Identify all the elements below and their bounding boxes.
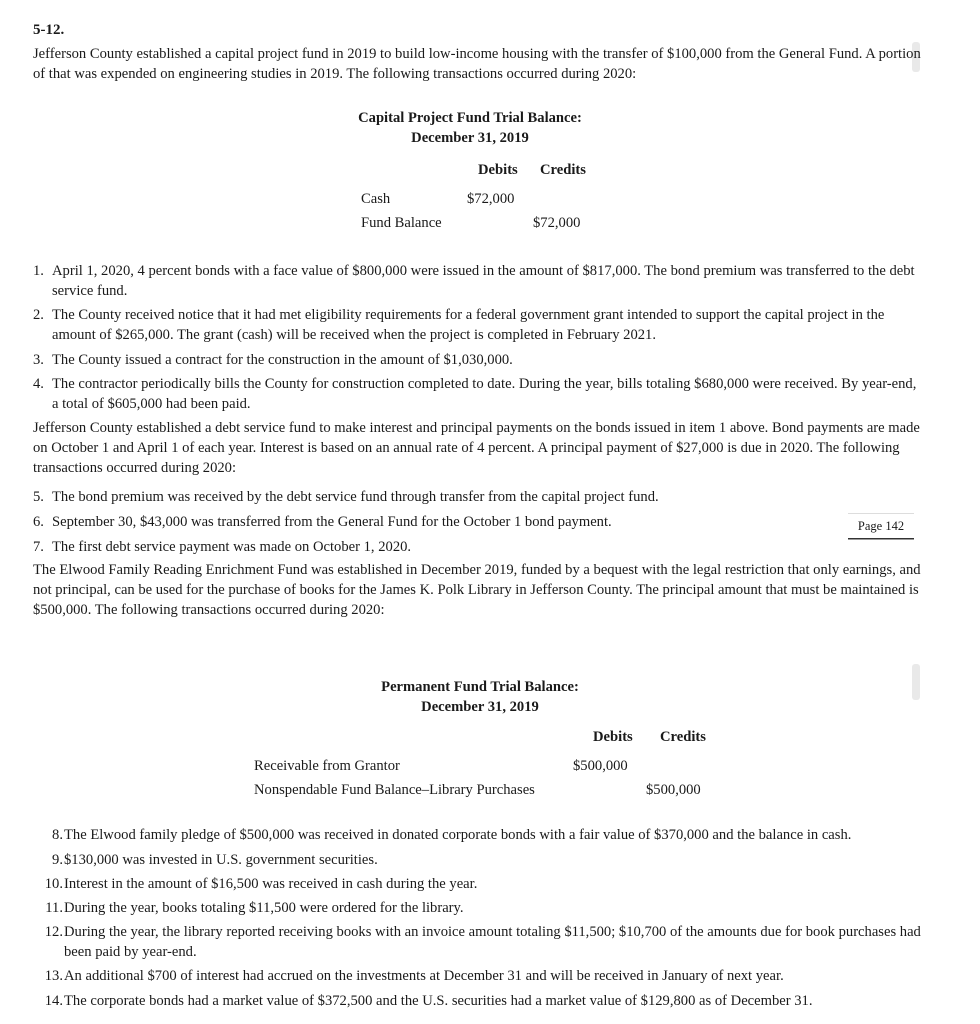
intro-paragraph: Jefferson County established a capital project fund in 2019 to build low-income housing with the transfer of $100,000 from the General Fund. A portion of that was expended on engineering studies in 2019. The following transactions occurred during 2020: [33,46,921,82]
permanent-fund-paragraph: The Elwood Family Reading Enrichment Fund was established in December 2019, funded by a bequest with the legal restriction that only earnings, and not principal, can be used for the purchase of books for the James K. Polk Library in Jefferson County. The principal amount that must be maintained is $500,000. The following transactions occurred during 2020: [33,562,921,618]
item-text: During the year, the library reported receiving books with an invoice amount totaling $11,500; $10,700 of the amounts due for book purchases had been paid by year-end. [64,924,921,960]
capital-row-account: Cash [361,191,391,207]
capital-tb-title: Capital Project Fund Trial Balance: [358,110,582,126]
item-text: An additional $700 of interest had accrued on the investments at December 31 and will be received in January of next year. [64,968,784,984]
permanent-row-debit: $500,000 [573,758,628,774]
problem-number: 5-12. [33,22,65,38]
page-number-badge: Page 142 [848,513,914,539]
list-item [33,350,923,370]
list-item [33,922,923,962]
list-item [33,512,833,532]
item-text: $130,000 was invested in U.S. government securities. [64,852,378,868]
capital-col-credits: Credits [540,162,586,178]
permanent-tb-date: December 31, 2019 [421,699,539,715]
item-text: The County issued a contract for the construction in the amount of $1,030,000. [52,352,513,368]
list-item [33,261,923,301]
capital-col-debits: Debits [478,162,518,178]
item-number: 14. [44,993,63,1009]
item-number: 5. [33,489,44,505]
list-item [33,991,923,1011]
capital-row-debit: $72,000 [467,191,515,207]
permanent-tb-title: Permanent Fund Trial Balance: [381,679,579,695]
item-number: 1. [33,263,44,279]
list-item [33,487,923,507]
item-text: The bond premium was received by the debt service fund through transfer from the capital project fund. [52,489,659,505]
item-text: During the year, books totaling $11,500 were ordered for the library. [64,900,464,916]
permanent-row-account: Receivable from Grantor [254,758,400,774]
list-item [33,966,923,986]
list-item [33,874,923,894]
item-number: 12. [44,924,63,940]
item-number: 9. [52,852,63,868]
capital-row-account: Fund Balance [361,215,442,231]
list-item [33,374,923,414]
debt-service-paragraph: Jefferson County established a debt service fund to make interest and principal payments on the bonds issued in item 1 above. Bond payments are made on October 1 and April 1 of each year. Interest is based on an annual rate of 4 percent. A principal payment of $27,000 is due in 2020. The following transactions occurred during 2020: [33,420,920,476]
permanent-row-credit: $500,000 [646,782,701,798]
item-number: 4. [33,376,44,392]
item-number: 11. [45,900,63,916]
item-number: 6. [33,514,44,530]
list-item [33,850,923,870]
permanent-row-account: Nonspendable Fund Balance–Library Purchases [254,782,535,798]
item-text: The contractor periodically bills the County for construction completed to date. During the year, bills totaling $680,000 were received. By year-end, a total of $605,000 had been paid. [52,376,917,412]
permanent-col-debits: Debits [593,729,633,745]
item-text: The corporate bonds had a market value of $372,500 and the U.S. securities had a market value of $129,800 as of December 31. [64,993,813,1009]
item-number: 13. [44,968,63,984]
capital-tb-date: December 31, 2019 [411,130,529,146]
item-number: 8. [52,827,63,843]
item-text: Interest in the amount of $16,500 was received in cash during the year. [64,876,478,892]
item-number: 10. [44,876,63,892]
permanent-col-credits: Credits [660,729,706,745]
item-text: September 30, $43,000 was transferred from the General Fund for the October 1 bond payment. [52,514,612,530]
item-text: The Elwood family pledge of $500,000 was received in donated corporate bonds with a fair value of $370,000 and the balance in cash. [64,827,852,843]
list-item [33,537,923,557]
item-number: 7. [33,539,44,555]
item-text: April 1, 2020, 4 percent bonds with a face value of $800,000 were issued in the amount of $817,000. The bond premium was transferred to the debt service fund. [52,263,915,299]
item-text: The first debt service payment was made on October 1, 2020. [52,539,412,555]
scroll-edge-bottom [912,664,920,700]
item-text: The County received notice that it had met eligibility requirements for a federal government grant intended to support the capital project in the amount of $265,000. The grant (cash) will be received when the project is completed in February 2021. [52,307,885,343]
list-item [33,898,923,918]
list-item [33,825,923,845]
capital-row-credit: $72,000 [533,215,581,231]
list-item [33,305,923,345]
item-number: 2. [33,307,44,323]
item-number: 3. [33,352,44,368]
